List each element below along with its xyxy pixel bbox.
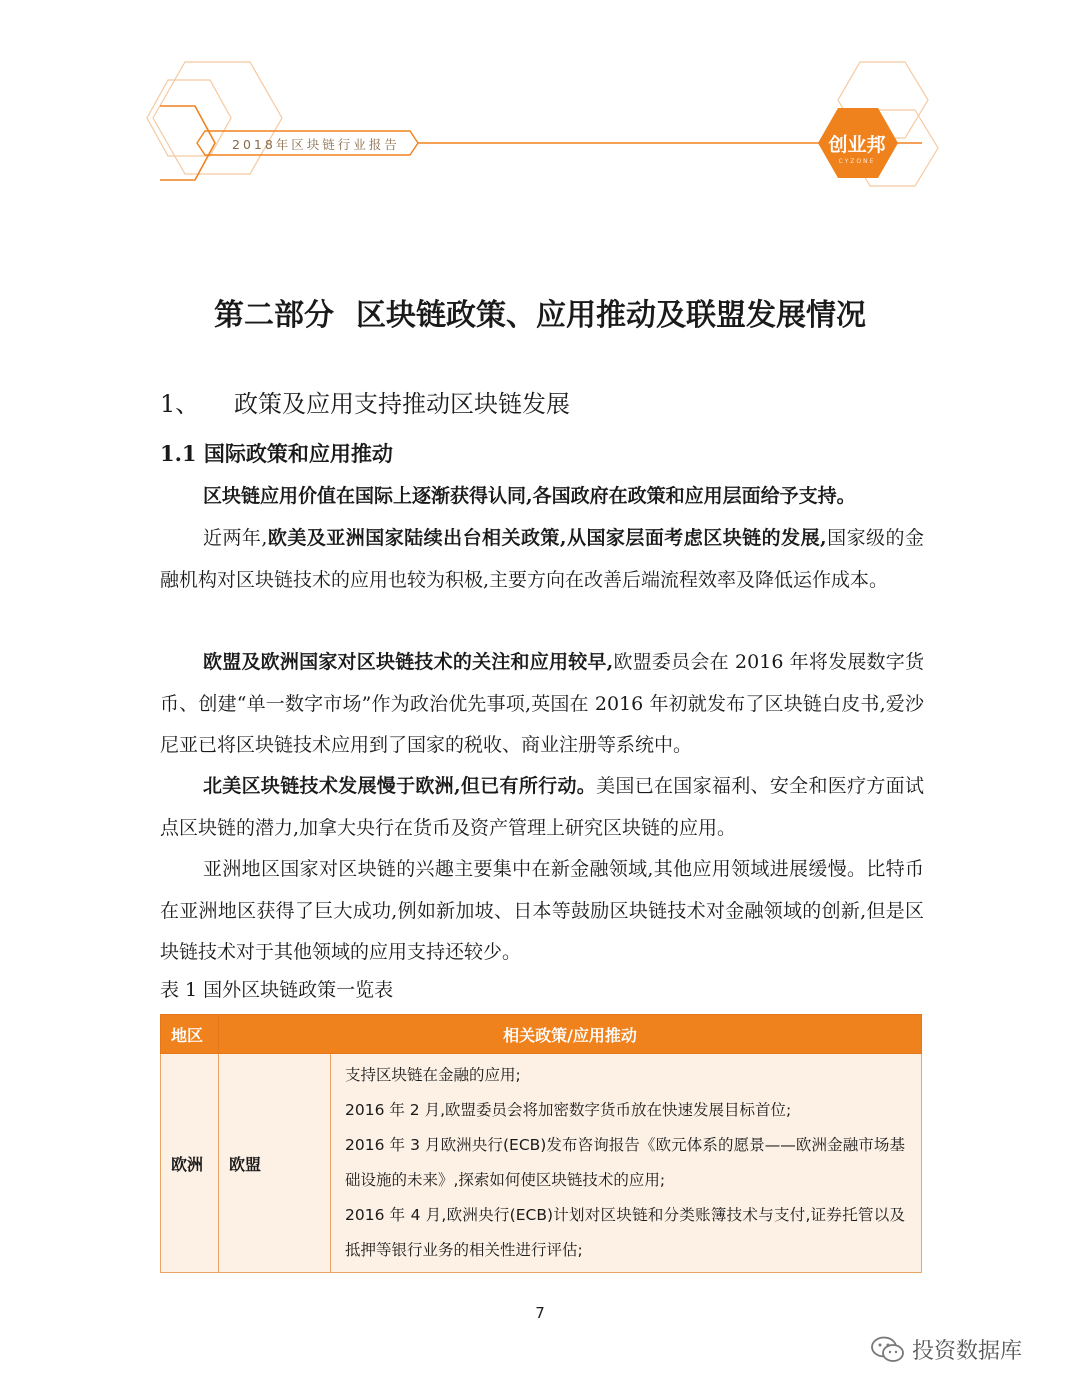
section-heading bbox=[160, 384, 570, 419]
paragraph-2-bold: 欧美及亚洲国家陆续出台相关政策,从国家层面考虑区块链的发展, bbox=[267, 527, 827, 549]
policy-item: 2016 年 4 月,欧洲央行(ECB)计划对区块链和分类账簿技术与支付,证券托管以及抵押等银行业务的相关性进行评估; bbox=[345, 1206, 905, 1259]
brand-logo-subtitle: CYZONE bbox=[838, 158, 876, 165]
watermark-text: 投资数据库 bbox=[912, 1339, 1023, 1364]
policy-item: 2016 年 2 月,欧盟委员会将加密数字货币放在快速发展目标首位; bbox=[345, 1101, 792, 1119]
paragraph-3-bold: 欧盟及欧洲国家对区块链技术的关注和应用较早, bbox=[203, 651, 614, 673]
table-caption: 表 1 国外区块链政策一览表 bbox=[160, 979, 394, 1001]
wechat-icon bbox=[870, 1335, 906, 1365]
paragraph-3 bbox=[160, 642, 924, 767]
paragraph-1-bold: 区块链应用价值在国际上逐渐获得认同,各国政府在政策和应用层面给予支持。 bbox=[203, 485, 856, 507]
table-row bbox=[161, 1054, 922, 1273]
section-title: 政策及应用支持推动区块链发展 bbox=[234, 390, 570, 418]
header-region: 地区 bbox=[161, 1015, 219, 1054]
paragraph-2 bbox=[160, 518, 924, 601]
table-header-row bbox=[161, 1015, 922, 1054]
paragraph-4-rest: 美国已在国家福利、安全和医疗方面试点区块链的潜力,加拿大央行在货币及资产管理上研究区块链的应用。 bbox=[160, 775, 924, 839]
report-title: 2018年区块链行业报告 bbox=[232, 137, 400, 152]
paragraph-3-rest: 欧盟委员会在 2016 年将发展数字货币、创建“单一数字市场”作为政治优先事项,英国在 2016 年初就发布了区块链白皮书,爱沙尼亚已将区块链技术应用到了国家的税收、商业注册等系统中。 bbox=[160, 651, 924, 756]
header-policy: 相关政策/应用推动 bbox=[219, 1015, 922, 1054]
cell-region: 欧洲 bbox=[161, 1054, 219, 1273]
policy-item: 支持区块链在金融的应用; bbox=[345, 1066, 521, 1084]
paragraph-2-rest: 国家级的金融机构对区块链技术的应用也较为积极,主要方向在改善后端流程效率及降低运作成本。 bbox=[160, 527, 924, 591]
paragraph-4 bbox=[160, 766, 924, 849]
part-title-text: 区块链政策、应用推动及联盟发展情况 bbox=[356, 298, 866, 333]
paragraph-5-text: 亚洲地区国家对区块链的兴趣主要集中在新金融领域,其他应用领域进展缓慢。比特币在亚洲地区获得了巨大成功,例如新加坡、日本等鼓励区块链技术对金融领域的创新,但是区块链技术对于其他领域的应用支持还较少。 bbox=[160, 858, 924, 963]
policy-item: 2016 年 3 月欧洲央行(ECB)发布咨询报告《欧元体系的愿景——欧洲金融市场基础设施的未来》,探索如何使区块链技术的应用; bbox=[345, 1136, 905, 1189]
logo-hexagon bbox=[0, 0, 1080, 200]
page-number: 7 bbox=[535, 1304, 545, 1322]
watermark bbox=[870, 1334, 1022, 1365]
paragraph-2-lead: 近两年, bbox=[203, 527, 268, 549]
cell-policy bbox=[331, 1054, 922, 1273]
section-number: 1、 bbox=[160, 390, 200, 418]
cell-country: 欧盟 bbox=[219, 1054, 331, 1273]
brand-logo: 创业邦 bbox=[828, 134, 886, 156]
subsection-heading: 1.1 国际政策和应用推动 bbox=[160, 441, 393, 466]
paragraph-1 bbox=[160, 476, 924, 518]
part-title bbox=[0, 290, 1080, 334]
policy-table bbox=[160, 1014, 922, 1273]
paragraph-5 bbox=[160, 849, 924, 974]
paragraph-4-bold: 北美区块链技术发展慢于欧洲,但已有所行动。 bbox=[203, 775, 597, 797]
part-title-prefix: 第二部分 bbox=[214, 298, 334, 333]
